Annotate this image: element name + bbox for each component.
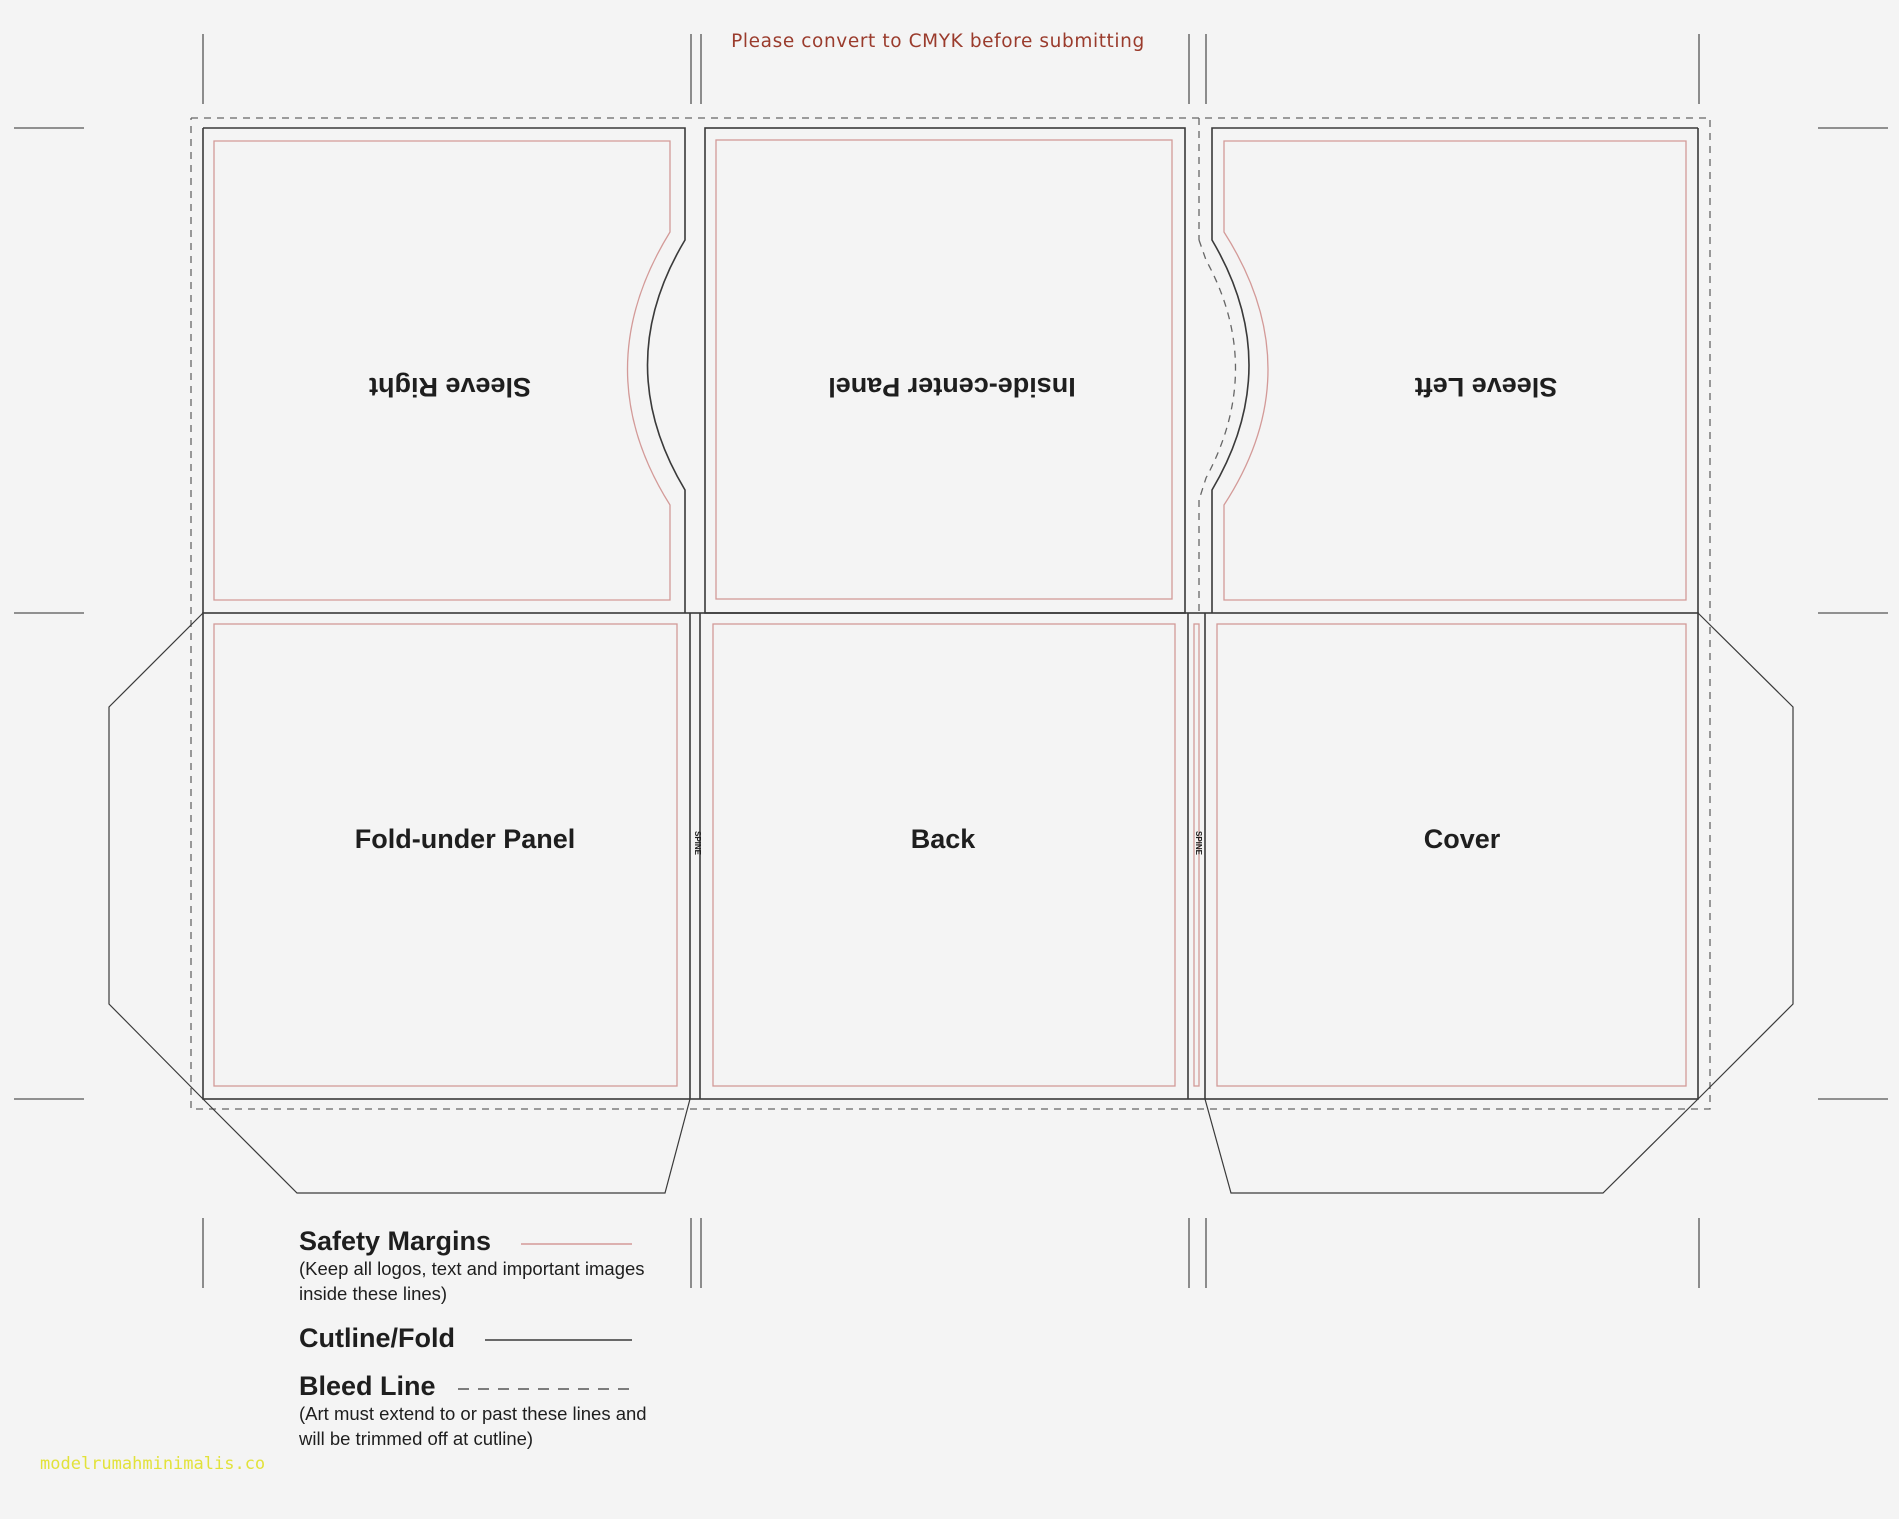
legend-safety-note: (Keep all logos, text and important images inside these lines) <box>299 1258 645 1304</box>
sleeve-left-cutline <box>1212 128 1698 613</box>
bottom-left-flap-cutline <box>203 1099 690 1193</box>
legend-safety-margins <box>299 1226 659 1306</box>
legend-bleed-title: Bleed Line <box>299 1371 436 1401</box>
panel-label-cover: Cover <box>1423 824 1501 854</box>
bleed-sleeve-left-curve <box>1199 240 1236 500</box>
inside-center-safety-margin <box>716 140 1172 599</box>
legend-bleed-line <box>299 1371 659 1451</box>
sleeve-right-safety-margin <box>214 141 670 600</box>
panel-label-back: Back <box>910 824 976 854</box>
legend-bleed-note: (Art must extend to or past these lines and will be trimmed off at cutline) <box>299 1403 647 1449</box>
cutlines <box>109 128 1793 1193</box>
panel-label-fold-under: Fold-under Panel <box>354 824 576 854</box>
panel-label-inside-center: Inside-center Panel <box>828 372 1076 402</box>
cover-safety-margin <box>1217 624 1686 1086</box>
spine-label-2: SPINE <box>1194 830 1203 856</box>
legend-cutline-fold <box>299 1323 455 1353</box>
watermark: modelrumahminimalis.co <box>40 1454 266 1474</box>
bottom-row-cutline <box>203 613 1698 1099</box>
bottom-right-flap-cutline <box>1205 1099 1698 1193</box>
back-safety-margin <box>713 624 1175 1086</box>
inside-center-cutline <box>705 128 1185 613</box>
panel-label-sleeve-right: Sleeve Right <box>368 372 532 402</box>
panel-label-sleeve-left: Sleeve Left <box>1414 372 1558 402</box>
left-flap-cutline <box>109 613 203 1099</box>
spine-label-1: SPINE <box>693 830 702 856</box>
right-flap-cutline <box>1698 613 1793 1099</box>
cmyk-notice: Please convert to CMYK before submitting <box>731 31 1145 52</box>
legend-safety-title: Safety Margins <box>299 1226 492 1256</box>
legend-cutline-title: Cutline/Fold <box>299 1323 455 1353</box>
sleeve-right-cutline <box>203 128 685 613</box>
crop-marks <box>14 34 1888 1288</box>
fold-under-safety-margin <box>214 624 677 1086</box>
sleeve-left-safety-margin <box>1224 141 1686 600</box>
